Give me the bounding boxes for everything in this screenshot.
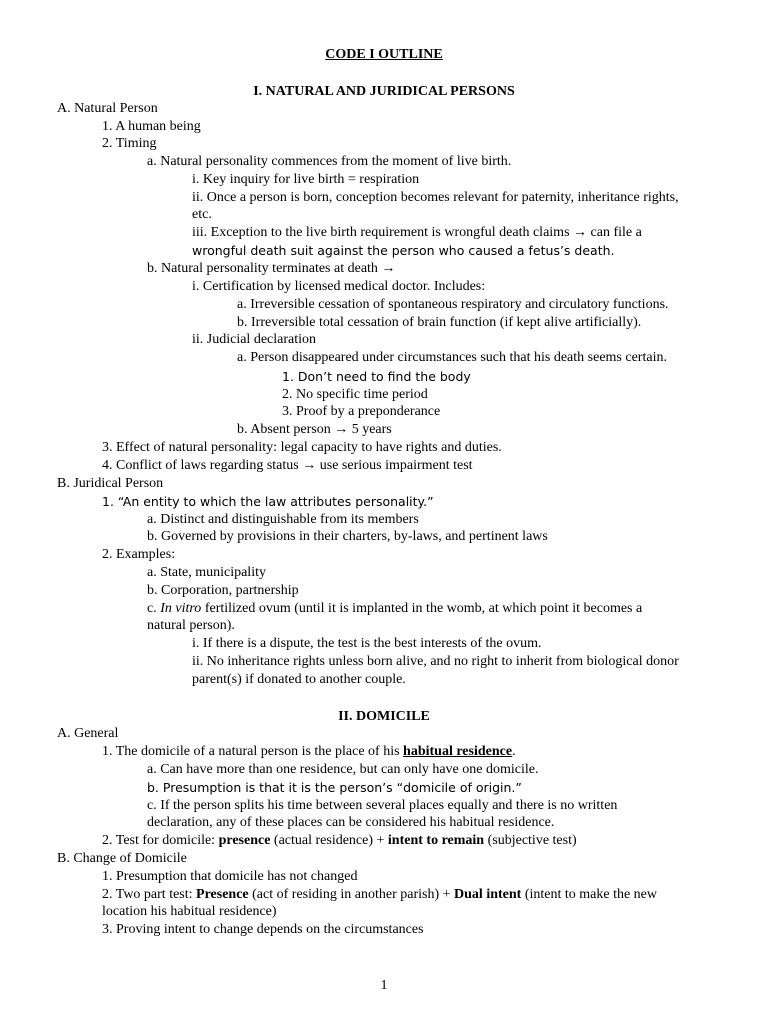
outline-item: 2. Timing [102,136,157,151]
outline-item: a. Irreversible cessation of spontaneous respiratory and circulatory functions. [237,297,669,312]
outline-item: A. General [57,726,119,741]
outline-item: b. Governed by provisions in their charters, by-laws, and pertinent laws [147,529,548,544]
section-heading-2: II. DOMICILE [338,709,430,724]
outline-item: a. State, municipality [147,565,266,580]
outline-item: a. Can have more than one residence, but can only have one domicile. [147,762,539,777]
outline-item: wrongful death suit against the person who caused a fetus’s death. [192,243,615,258]
outline-item: etc. [192,207,212,222]
outline-item: ii. Once a person is born, conception becomes relevant for paternity, inheritance rights, [192,190,679,205]
outline-item: 3. Proving intent to change depends on the circumstances [102,922,424,937]
outline-item: b. Natural personality terminates at death → [147,261,396,276]
outline-item: c. In vitro fertilized ovum (until it is implanted in the womb, at which point it becomes a [147,601,643,616]
outline-item: a. Natural personality commences from the moment of live birth. [147,154,512,169]
outline-item: parent(s) if donated to another couple. [192,672,406,687]
outline-item: i. Certification by licensed medical doctor. Includes: [192,279,486,294]
outline-item: location his habitual residence) [102,904,277,919]
outline-item: i. If there is a dispute, the test is the best interests of the ovum. [192,636,542,651]
outline-item: b. Absent person → 5 years [237,422,392,437]
outline-item: a. Distinct and distinguishable from its members [147,512,419,527]
outline-item: 2. No specific time period [282,387,428,402]
outline-item: 1. A human being [102,119,201,134]
outline-item: a. Person disappeared under circumstances such that his death seems certain. [237,350,667,365]
outline-item: declaration, any of these places can be considered his habitual residence. [147,815,555,830]
arrow-icon: → [302,458,317,473]
outline-item: b. Corporation, partnership [147,583,299,598]
arrow-icon: → [334,422,349,437]
outline-item: ii. Judicial declaration [192,332,317,347]
outline-item: b. Irreversible total cessation of brain function (if kept alive artificially). [237,315,642,330]
section-heading-1: I. NATURAL AND JURIDICAL PERSONS [253,84,515,99]
outline-item: i. Key inquiry for live birth = respiration [192,172,420,187]
outline-item: 3. Effect of natural personality: legal capacity to have rights and duties. [102,440,502,455]
outline-item: c. If the person splits his time between several places equally and there is no written [147,798,618,813]
outline-item: 2. Examples: [102,547,176,562]
outline-item: 1. Presumption that domicile has not changed [102,869,358,884]
outline-item: 1. Don’t need to find the body [282,369,471,384]
page-number: 1 [380,978,388,993]
arrow-icon: → [573,225,588,240]
outline-item: 1. “An entity to which the law attributes personality.” [102,494,434,509]
outline-item: natural person). [147,618,235,633]
outline-item: ii. No inheritance rights unless born alive, and no right to inherit from biological donor [192,654,679,669]
outline-item: 2. Test for domicile: presence (actual residence) + intent to remain (subjective test) [102,833,577,848]
outline-item: 2. Two part test: Presence (act of residing in another parish) + Dual intent (intent to make the new [102,887,658,902]
outline-item: B. Change of Domicile [57,851,187,866]
outline-item: b. Presumption is that it is the person’s “domicile of origin.” [147,780,522,795]
outline-item: iii. Exception to the live birth requirement is wrongful death claims → can file a [192,225,642,240]
outline-item: 3. Proof by a preponderance [282,404,441,419]
outline-item: 1. The domicile of a natural person is the place of his habitual residence. [102,744,516,759]
arrow-icon: → [381,261,396,276]
outline-item: A. Natural Person [57,101,158,116]
outline-item: B. Juridical Person [57,476,164,491]
document-title: CODE I OUTLINE [325,47,443,62]
outline-item: 4. Conflict of laws regarding status → use serious impairment test [102,458,473,473]
